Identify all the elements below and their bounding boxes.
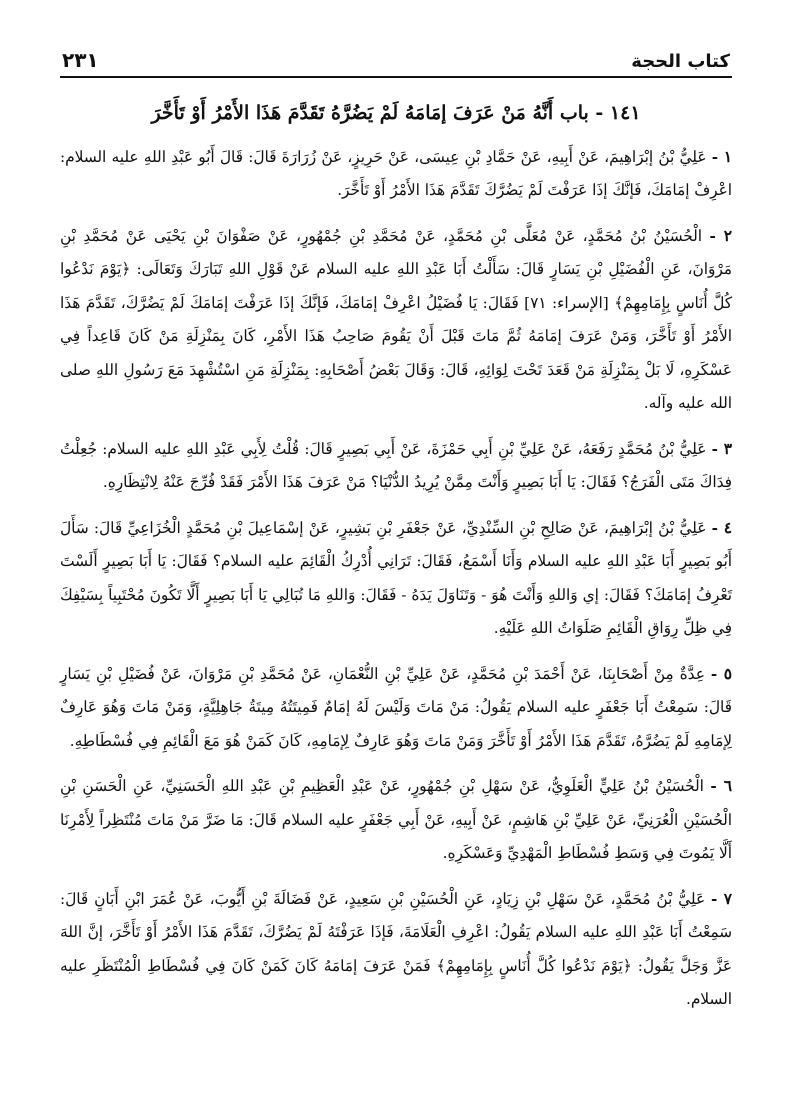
chapter-title: ١٤١ - باب أَنَّهُ مَنْ عَرَفَ إمَامَهُ لَمْ يَضُرَّهُ تَقَدَّمَ هَذَا الأَمْرُ أَوْ تَأَخَّرَ — [151, 102, 641, 124]
hadith-5 — [60, 658, 732, 759]
book-title: كتاب الحجة — [631, 51, 730, 72]
hadith-2 — [60, 220, 732, 421]
hadith-3 — [60, 433, 732, 500]
hadith-number: ٢ - — [709, 226, 732, 245]
hadith-text: عَلِيُّ بْنُ مُحَمَّدٍ، عَنْ سَهْلِ بْنِ زِيَادٍ، عَنِ الْحُسَيْنِ بْنِ سَعِيدٍ، عَنْ فَضَالَةَ بْنِ أَيُّوبَ، عَنْ عُمَرَ ابْنِ أَبَانٍ قَالَ: سَمِعْتُ أَبَا عَبْدِ اللهِ عليه السلام يَقُولُ: اعْرِفِ الْعَلَامَةَ، فَإذَا عَرَفْتَهُ لَمْ يَضُرَّكَ، تَقَدَّمَ هَذَا الأَمْرُ أَوْ تَأَخَّرَ، إنَّ اللهَ عَزَّ وَجَلَّ يَقُولُ: ﴿يَوْمَ نَدْعُوا كُلَّ أُنَاسٍ بِإِمَامِهِمْ﴾ فَمَنْ عَرَفَ إمَامَهُ كَانَ كَمَنْ كَانَ فِي فُسْطَاطِ الْمُنْتَظَرِ عليه السلام. — [60, 889, 732, 1009]
hadith-number: ٦ - — [710, 777, 732, 796]
hadith-4 — [60, 512, 732, 646]
hadith-text: عَلِيُّ بْنُ إبْرَاهِيمَ، عَنْ صَالِحِ بْنِ السِّنْدِيِّ، عَنْ جَعْفَرِ بْنِ بَشِيرٍ، عَنْ إسْمَاعِيلَ بْنِ مُحَمَّدٍ الْخُزَاعِيِّ قَالَ: سَأَلَ أَبُو بَصِيرٍ أَبَا عَبْدِ اللهِ عليه السلام وَأَنَا أَسْمَعُ، فَقَالَ: تَرَانِي أُدْرِكُ الْقَائِمَ عليه السلام؟ فَقَالَ: يَا أَبَا بَصِيرٍ أَلَسْتَ تَعْرِفُ إمَامَكَ؟ فَقَالَ: إي وَاللهِ وَأَنْتَ هُوَ - وَتَنَاوَلَ يَدَهُ - فَقَالَ: وَاللهِ مَا تُبَالِي يَا أَبَا بَصِيرٍ أَلَّا تَكُونَ مُحْتَبِياً بِسَيْفِكَ فِي ظِلِّ رِوَاقِ الْقَائِمِ صَلَوَاتُ اللهِ عَلَيْهِ. — [60, 518, 732, 638]
page-header — [60, 40, 732, 78]
hadith-number: ٤ - — [711, 518, 732, 537]
hadith-1 — [60, 141, 732, 208]
page-number: ٢٣١ — [62, 48, 99, 72]
hadith-number: ٧ - — [711, 889, 732, 908]
hadith-number: ٥ - — [710, 664, 732, 683]
hadith-text: عَلِيُّ بْنُ مُحَمَّدٍ رَفَعَهُ، عَنْ عَلِيِّ بْنِ أَبِي حَمْزَةَ، عَنْ أَبِي بَصِيرٍ قَالَ: قُلْتُ لِأَبِي عَبْدِ اللهِ عليه السلام: جُعِلْتُ فِدَاكَ مَتَى الْفَرَجُ؟ فَقَالَ: يَا أَبَا بَصِيرٍ وَأَنْتَ مِمَّنْ يُرِيدُ الدُّنْيَا؟ مَنْ عَرَفَ هَذَا الأَمْرَ فَقَدْ فُرِّجَ عَنْهُ لِانْتِظَارِهِ. — [60, 439, 732, 492]
hadith-number: ١ - — [711, 147, 732, 166]
hadith-number: ٣ - — [711, 439, 732, 458]
hadith-text: الْحُسَيْنُ بْنُ عَلِيٍّ الْعَلَوِيُّ، عَنْ سَهْلِ بْنِ جُمْهُورٍ، عَنْ عَبْدِ الْعَظِيمِ بْنِ عَبْدِ اللهِ الْحَسَنِيِّ، عَنِ الْحَسَنِ بْنِ الْحُسَيْنِ الْعُرَنِيِّ، عَنْ عَلِيِّ بْنِ هَاشِمٍ، عَنْ أَبِيهِ، عَنْ أَبِي جَعْفَرٍ عليه السلام قَالَ: مَا ضَرَّ مَنْ مَاتَ مُنْتَظِراً لِأَمْرِنَا أَلَّا يَمُوتَ فِي وَسَطِ فُسْطَاطِ الْمَهْدِيِّ وَعَسْكَرِهِ. — [60, 777, 732, 863]
hadith-text: الْحُسَيْنُ بْنُ مُحَمَّدٍ، عَنْ مُعَلَّى بْنِ مُحَمَّدٍ، عَنْ مُحَمَّدِ بْنِ جُمْهُورٍ، عَنْ صَفْوَانَ بْنِ يَحْيَى عَنْ مُحَمَّدِ بْنِ مَرْوَانَ، عَنِ الْفُضَيْلِ بْنِ يَسَارٍ قَالَ: سَأَلْتُ أَبَا عَبْدِ اللهِ عليه السلام عَنْ قَوْلِ اللهِ تَبَارَكَ وَتَعَالَى: ﴿يَوْمَ نَدْعُوا كُلَّ أُنَاسٍ بِإِمَامِهِمْ﴾ [الإسراء: ٧١] فَقَالَ: يَا فُضَيْلُ اعْرِفْ إمَامَكَ، فَإنَّكَ إذَا عَرَفْتَ إمَامَكَ لَمْ يَضُرَّكَ، تَقَدَّمَ هَذَا الأَمْرُ أَوْ تَأَخَّرَ، وَمَنْ عَرَفَ إمَامَهُ ثُمَّ مَاتَ قَبْلَ أَنْ يَقُومَ صَاحِبُ هَذَا الأَمْرِ، كَانَ بِمَنْزِلَةِ مَنْ كَانَ قَاعِداً فِي عَسْكَرِهِ، لَا بَلْ بِمَنْزِلَةِ مَنْ قَعَدَ تَحْتَ لِوَائِهِ، قَالَ: وَقَالَ بَعْضُ أَصْحَابِهِ: بِمَنْزِلَةِ مَنِ اسْتُشْهِدَ مَعَ رَسُولِ اللهِ صلى الله عليه وآله. — [60, 226, 732, 413]
hadith-7 — [60, 883, 732, 1017]
hadith-6 — [60, 770, 732, 871]
hadith-text: عَلِيُّ بْنُ إبْرَاهِيمَ، عَنْ أَبِيهِ، عَنْ حَمَّادِ بْنِ عِيسَى، عَنْ حَرِيزٍ، عَنْ زُرَارَةَ قَالَ: قَالَ أَبُو عَبْدِ اللهِ عليه السلام: اعْرِفْ إمَامَكَ، فَإنَّكَ إذَا عَرَفْتَ لَمْ يَضُرَّكَ تَقَدَّمَ هَذَا الأَمْرُ أَوْ تَأَخَّرَ. — [60, 147, 732, 200]
hadith-text: عِدَّةٌ مِنْ أَصْحَابِنَا، عَنْ أَحْمَدَ بْنِ مُحَمَّدٍ، عَنْ عَلِيِّ بْنِ النُّعْمَانِ، عَنْ مُحَمَّدِ بْنِ مَرْوَانَ، عَنْ فُضَيْلِ بْنِ يَسَارٍ قَالَ: سَمِعْتُ أَبَا جَعْفَرٍ عليه السلام يَقُولُ: مَنْ مَاتَ وَلَيْسَ لَهُ إمَامٌ فَمِيتَتُهُ مِيتَةُ جَاهِلِيَّةٍ، وَمَنْ مَاتَ وَهُوَ عَارِفٌ لِإمَامِهِ لَمْ يَضُرَّهُ، تَقَدَّمَ هَذَا الأَمْرُ أَوْ تَأَخَّرَ وَمَنْ مَاتَ وَهُوَ عَارِفٌ لِإمَامِهِ، كَانَ كَمَنْ هُوَ مَعَ الْقَائِمِ فِي فُسْطَاطِهِ. — [60, 664, 732, 750]
